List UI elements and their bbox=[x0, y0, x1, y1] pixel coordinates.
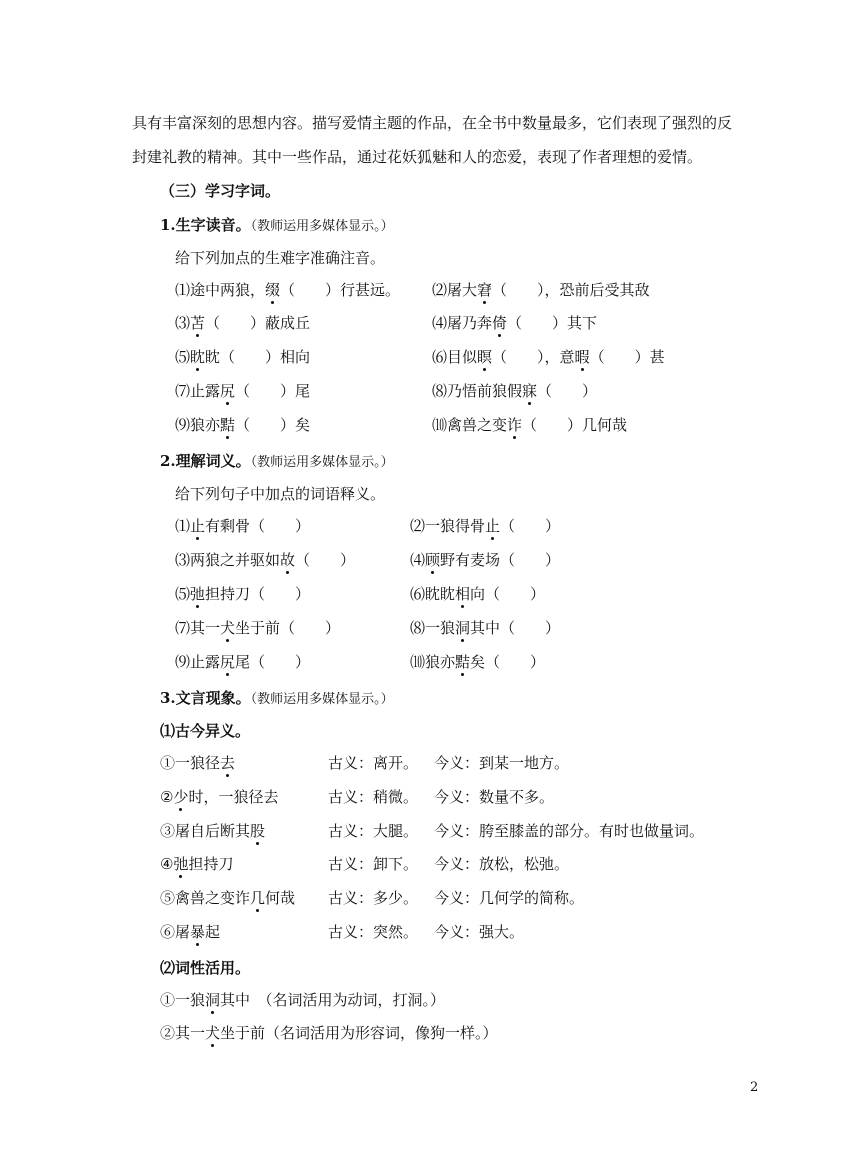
part3-sub2: ⑵词性活用。 bbox=[160, 959, 251, 977]
meaning-item: ⑼止露尻尾（ ） bbox=[175, 653, 311, 671]
phenomenon-word: ③屠自后断其股 bbox=[160, 822, 266, 840]
phenomenon-word: ④弛担持刀 bbox=[160, 855, 234, 873]
meaning-item: ⑶两狼之并驱如故（ ） bbox=[175, 551, 356, 569]
part2-instruction: 给下列句子中加点的词语释义。 bbox=[175, 485, 386, 503]
intro-line-1: 具有丰富深刻的思想内容。描写爱情主题的作品，在全书中数量最多，它们表现了强烈的反 bbox=[132, 114, 733, 132]
phenomenon-ancient: 古义：卸下。 bbox=[328, 855, 419, 873]
pron-item: ⑼狼亦黠（ ）矣 bbox=[175, 416, 311, 434]
phenomenon-word: ⑥屠暴起 bbox=[160, 923, 221, 941]
pron-item: ⑺止露尻（ ）尾 bbox=[175, 382, 311, 400]
phenomenon-word: ①一狼径去 bbox=[160, 754, 236, 772]
pron-item: ⑹目似瞑（ ），意暇（ ）甚 bbox=[432, 348, 665, 366]
meaning-item: ⑴止有剩骨（ ） bbox=[175, 517, 311, 535]
part2-note: （教师运用多媒体显示。） bbox=[250, 455, 394, 470]
usage-item: ①一狼洞其中 （名词活用为动词，打洞。） bbox=[160, 991, 446, 1009]
phenomenon-ancient: 古义：突然。 bbox=[328, 923, 419, 941]
meaning-item: ⑺其一犬坐于前（ ） bbox=[175, 619, 341, 637]
meaning-item: ⑽狼亦黠矣（ ） bbox=[410, 653, 546, 671]
phenomenon-word: ⑤禽兽之变诈几何哉 bbox=[160, 889, 296, 907]
phenomenon-ancient: 古义：离开。 bbox=[328, 754, 419, 772]
pron-item: ⑽禽兽之变诈（ ）几何哉 bbox=[432, 416, 628, 434]
phenomenon-modern: 今义：几何学的简称。 bbox=[434, 889, 585, 907]
phenomenon-word: ②少时，一狼径去 bbox=[160, 788, 279, 806]
meaning-item: ⑷顾野有麦场（ ） bbox=[410, 551, 561, 569]
pron-item: ⑷屠乃奔倚（ ）其下 bbox=[432, 314, 598, 332]
part3-sub1: ⑴古今异义。 bbox=[160, 722, 251, 740]
phenomenon-modern: 今义：数量不多。 bbox=[434, 788, 555, 806]
meaning-item: ⑸弛担持刀（ ） bbox=[175, 585, 311, 603]
intro-line-2: 封建礼教的精神。其中一些作品，通过花妖狐魅和人的恋爱，表现了作者理想的爱情。 bbox=[132, 148, 703, 166]
phenomenon-ancient: 古义：多少。 bbox=[328, 889, 419, 907]
part3-note: （教师运用多媒体显示。） bbox=[250, 692, 394, 707]
part1-title: 1.生字读音。 bbox=[160, 216, 251, 234]
part1-note: （教师运用多媒体显示。） bbox=[250, 219, 394, 234]
pron-item: ⑴途中两狼，缀（ ）行甚远。 bbox=[175, 281, 401, 299]
part3-heading bbox=[160, 688, 394, 710]
pron-item: ⑸眈眈（ ）相向 bbox=[175, 348, 311, 366]
phenomenon-ancient: 古义：大腿。 bbox=[328, 822, 419, 840]
phenomenon-modern: 今义：到某一地方。 bbox=[434, 754, 570, 772]
page-number: 2 bbox=[750, 1080, 759, 1095]
part1-heading bbox=[160, 215, 394, 237]
part2-title: 2.理解词义。 bbox=[160, 452, 251, 470]
part3-title: 3.文言现象。 bbox=[160, 689, 251, 707]
phenomenon-modern: 今义：强大。 bbox=[434, 923, 525, 941]
meaning-item: ⑵一狼得骨止（ ） bbox=[410, 517, 561, 535]
usage-item: ②其一犬坐于前（名词活用为形容词，像狗一样。） bbox=[160, 1024, 498, 1042]
phenomenon-modern: 今义：胯至膝盖的部分。有时也做量词。 bbox=[434, 822, 705, 840]
pron-item: ⑻乃悟前狼假寐（ ） bbox=[432, 382, 598, 400]
part1-instruction: 给下列加点的生难字准确注音。 bbox=[175, 249, 386, 267]
meaning-item: ⑹眈眈相向（ ） bbox=[410, 585, 546, 603]
phenomenon-ancient: 古义：稍微。 bbox=[328, 788, 419, 806]
part2-heading bbox=[160, 451, 394, 473]
pron-item: ⑵屠大窘（ ），恐前后受其敌 bbox=[432, 281, 650, 299]
phenomenon-modern: 今义：放松，松弛。 bbox=[434, 855, 570, 873]
section-heading: （三）学习字词。 bbox=[160, 182, 281, 200]
pron-item: ⑶苫（ ）蔽成丘 bbox=[175, 314, 311, 332]
meaning-item: ⑻一狼洞其中（ ） bbox=[410, 619, 561, 637]
